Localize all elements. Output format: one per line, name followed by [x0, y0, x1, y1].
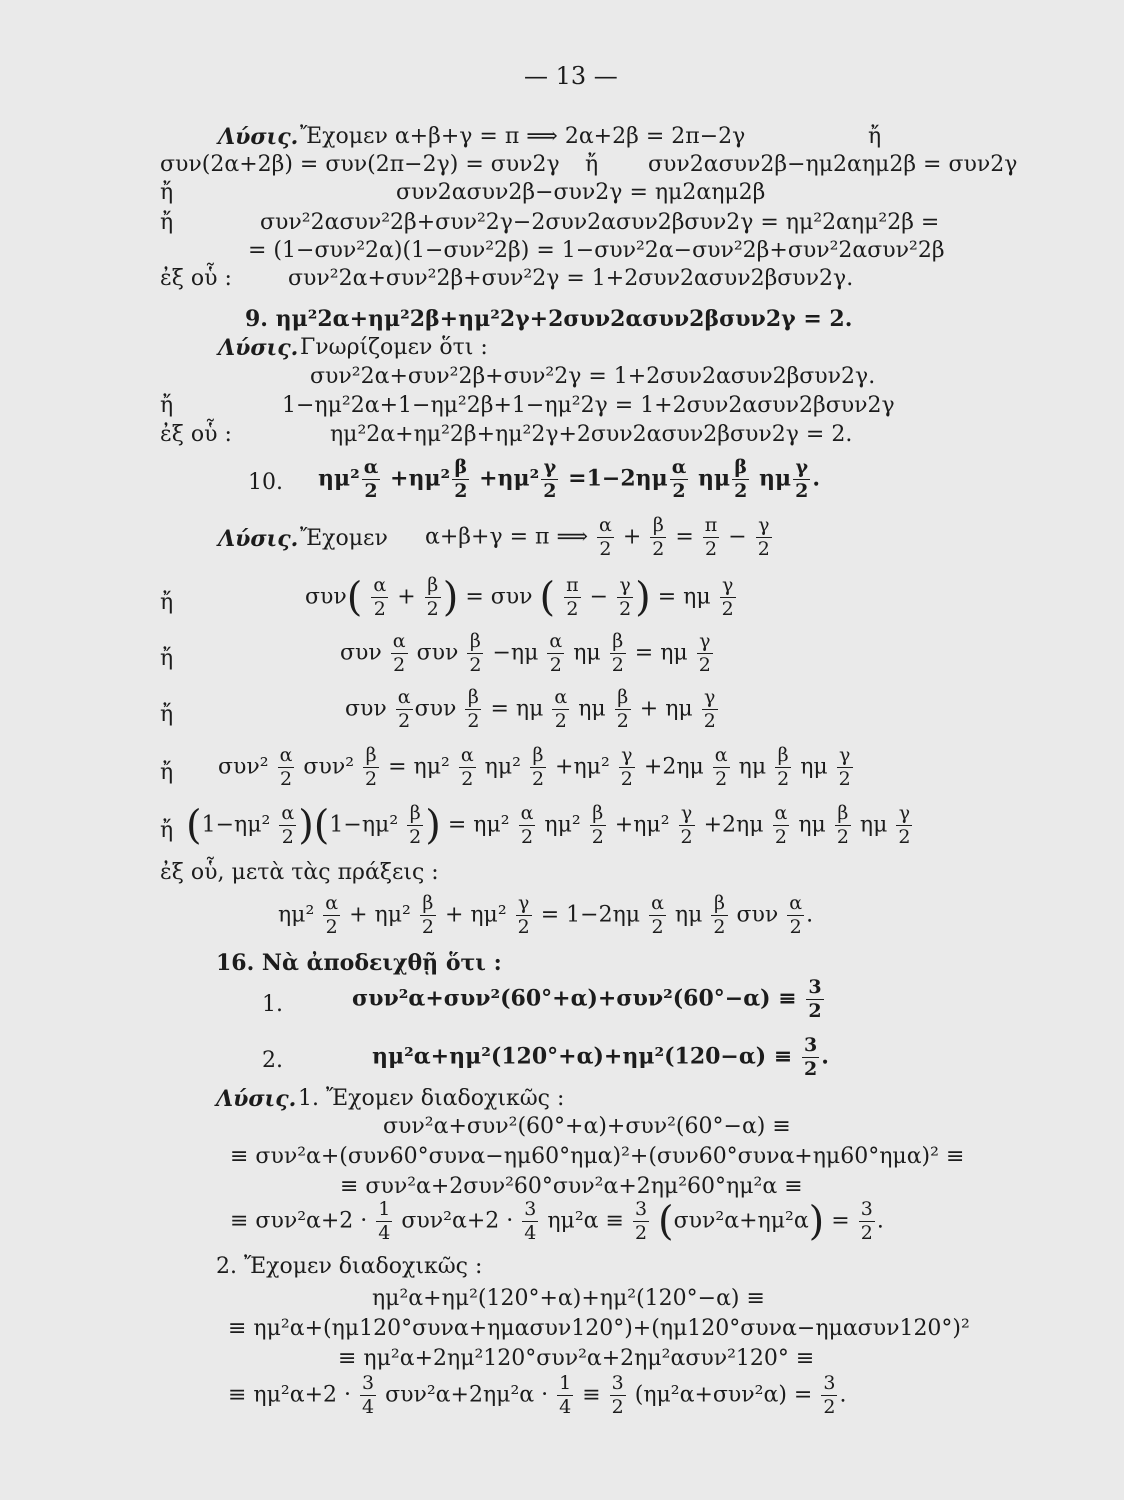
equation-line: ημ²α+ημ²(120°+α)+ημ²(120°−α) ≡ [372, 1286, 765, 1311]
solution-label: Λύσις. [218, 526, 299, 552]
or-label: ἤ [160, 210, 174, 235]
fraction: $\frac{\alpha}{2}$ [279, 744, 293, 790]
fraction: $\frac{3}{2}$ [823, 1372, 836, 1418]
fraction: $\frac{\beta}{2}$ [611, 630, 624, 676]
or-label: ἤ [160, 818, 174, 843]
fraction: $\frac{\alpha}{2}$ [774, 802, 788, 848]
solution-label: Λύσις. [218, 335, 299, 361]
from-which-label: ἐξ οὗ : [160, 266, 232, 291]
fraction: $\frac{\beta}{2}$ [454, 456, 468, 502]
fraction: $\frac{\pi}{2}$ [566, 574, 579, 620]
text: +ημ² [548, 754, 610, 780]
text: . [812, 465, 821, 492]
text: συν [409, 640, 459, 666]
fraction: $\frac{\beta}{2}$ [426, 574, 439, 620]
equation-line: συν²α+συν²(60°+α)+συν²(60°−α) ≡ [383, 1114, 791, 1139]
fraction: $\frac{3}{4}$ [524, 1198, 537, 1244]
fraction: $\frac{\beta}{2}$ [713, 892, 726, 938]
text: συν²α+2ημ²α · [385, 1382, 549, 1408]
fraction: $\frac{\alpha}{2}$ [554, 686, 568, 732]
fraction: $\frac{\alpha}{2}$ [392, 630, 406, 676]
fraction: $\frac{\gamma}{2}$ [698, 630, 711, 676]
text: . [839, 1382, 847, 1408]
text: συν [340, 640, 382, 666]
fraction: $\frac{\gamma}{2}$ [680, 802, 693, 848]
equation-line: ημ² $\frac{\alpha}{2}$ + ημ² $\frac{\beta}{2}$ + ημ² $\frac{\gamma}{2}$ = 1−2ημ $\frac{\alpha}{2}$ ημ $\frac{\beta}{2}$ συν $\frac{\alpha}{2}$ . [278, 892, 814, 938]
text: . [806, 902, 814, 928]
or-label: ἤ [160, 180, 174, 205]
equation-line [372, 1036, 829, 1079]
fraction: $\frac{1}{4}$ [378, 1198, 391, 1244]
fraction: $\frac{\gamma}{2}$ [703, 686, 716, 732]
equation-line: (1−ημ² $\frac{\alpha}{2}$ )(1−ημ² $\frac{\beta}{2}$ ) = ημ² $\frac{\alpha}{2}$ ημ² $\frac{\beta}{2}$ +ημ² $\frac{\gamma}{2}$ +2ημ $\frac{\alpha}{2}$ ημ $\frac{\beta}{2}$ ημ $\frac{\gamma}{2}$ [186, 802, 911, 849]
text: ημ [566, 640, 601, 666]
fraction: $\frac{\gamma}{2}$ [517, 892, 530, 938]
fraction: $\frac{\beta}{2}$ [365, 744, 378, 790]
equation-line: α+β+γ = π ⟹ $\frac{\alpha}{2}$ + $\frac{\beta}{2}$ = $\frac{\pi}{2}$ − $\frac{\gamma}{2}$ [425, 514, 770, 560]
fraction: $\frac{\alpha}{2}$ [520, 802, 534, 848]
fraction: $\frac{\alpha}{2}$ [599, 514, 612, 560]
fraction: $\frac{\alpha}{2}$ [460, 744, 474, 790]
equation-line [352, 978, 826, 1021]
fraction: $\frac{\alpha}{2}$ [397, 686, 411, 732]
equation-line: ημ²2α+ημ²2β+ημ²2γ+2συν2ασυν2βσυν2γ = 2. [330, 422, 853, 447]
fraction: $\frac{\alpha}{2}$ [789, 892, 803, 938]
equation-line: 1. Ἔχομεν διαδοχικῶς : [298, 1086, 565, 1111]
fraction: $\frac{\beta}{2}$ [469, 630, 482, 676]
text: +2ημ [636, 754, 704, 780]
fraction: $\frac{3}{2}$ [803, 1034, 818, 1080]
equation-line: συν²2α+συν²2β+συν²2γ = 1+2συν2ασυν2βσυν2γ. [310, 364, 876, 389]
fraction: $\frac{\gamma}{2}$ [620, 744, 633, 790]
equation-line: συν2ασυν2β−συν2γ = ημ2αημ2β [396, 180, 766, 205]
equation-line: ≡ συν²α+2συν²60°συν²α+2ημ²60°ημ²α ≡ [340, 1174, 803, 1199]
fraction: $\frac{3}{4}$ [362, 1372, 375, 1418]
text: (ημ²α+συν²α) = [634, 1382, 813, 1408]
or-label: ἤ [160, 590, 174, 615]
equation-line: συν2ασυν2β−ημ2αημ2β = συν2γ [648, 152, 1018, 177]
text: ημ² [477, 754, 521, 780]
from-which-label: ἐξ οὗ : [160, 422, 232, 447]
fraction: $\frac{\beta}{2}$ [531, 744, 545, 790]
text: ημ [690, 465, 731, 492]
equation-line [228, 1374, 846, 1417]
fraction: $\frac{3}{2}$ [808, 976, 822, 1022]
or-label: ἤ [585, 152, 599, 177]
text: ≡ [582, 1382, 601, 1408]
fraction: $\frac{\gamma}{2}$ [757, 514, 770, 560]
equation-line: Ἔχομεν α+β+γ = π ⟹ 2α+2β = 2π−2γ [300, 124, 746, 149]
text: = ημ [627, 640, 688, 666]
text: . [876, 1208, 884, 1234]
text: = ημ² [381, 754, 450, 780]
solution-label: Λύσις. [218, 124, 299, 150]
equation-line: συν²2α+συν²2β+συν²2γ = 1+2συν2ασυν2βσυν2γ. [288, 266, 854, 291]
equation-line: συν² $\frac{\alpha}{2}$ συν² $\frac{\beta}{2}$ = ημ² $\frac{\alpha}{2}$ ημ² $\frac{\beta}{2}$ +ημ² $\frac{\gamma}{2}$ +2ημ $\frac{\alpha}{2}$ ημ $\frac{\beta}{2}$ ημ $\frac{\gamma}{2}$ [218, 744, 851, 790]
fraction: $\frac{1}{4}$ [559, 1372, 572, 1418]
equation-line: ≡ συν²α+2 · $\frac{1}{4}$ συν²α+2 · $\frac{3}{4}$ ημ²α ≡ $\frac{3}{2}$ (συν²α+ημ²α) = $\frac{3}{2}$ . [230, 1198, 884, 1245]
text: +ημ² [471, 465, 540, 492]
equation-line: = (1−συν²2α)(1−συν²2β) = 1−συν²2α−συν²2β+συν²2ασυν²2β [248, 238, 945, 263]
fraction: $\frac{\beta}{2}$ [409, 802, 422, 848]
text: Ἔχομεν [300, 526, 388, 551]
equation-line: συν( $\frac{\alpha}{2}$ + $\frac{\beta}{2}$ ) = συν ( $\frac{\pi}{2}$ − $\frac{\gamma}{2}$ ) = ημ $\frac{\gamma}{2}$ [305, 574, 734, 621]
fraction: $\frac{\alpha}{2}$ [671, 456, 687, 502]
text: ημ² [318, 465, 360, 492]
exercise-title: 9. ημ²2α+ημ²2β+ημ²2γ+2συν2ασυν2βσυν2γ = 2. [245, 306, 853, 332]
equation-line: ≡ συν²α+(συν60°συνα−ημ60°ημα)²+(συν60°συνα+ημ60°ημα)² ≡ [230, 1144, 965, 1169]
equation-line: Γνωρίζομεν ὅτι : [300, 335, 488, 360]
fraction: $\frac{\beta}{2}$ [777, 744, 790, 790]
text: =1−2ημ [560, 465, 668, 492]
text: 1−ημ² [201, 812, 271, 838]
equation-line: ≡ ημ²α+(ημ120°συνα+ημασυν120°)+(ημ120°συνα−ημασυν120°)² [228, 1316, 970, 1341]
equation-line: συν(2α+2β) = συν(2π−2γ) = συν2γ [160, 152, 560, 177]
text: ≡ ημ²α+2 · [228, 1382, 351, 1408]
fraction: $\frac{\alpha}{2}$ [651, 892, 664, 938]
text: −ημ [485, 640, 539, 666]
text: συν²α+ημ²α [673, 1208, 809, 1234]
fraction: $\frac{\alpha}{2}$ [325, 892, 339, 938]
exercise-number: 10. [248, 470, 283, 495]
fraction: $\frac{\alpha}{2}$ [281, 802, 295, 848]
fraction: $\frac{\gamma}{2}$ [619, 574, 632, 620]
text: ≡ συν²α+2 · [230, 1208, 368, 1234]
text: ἐξ οὗ, μετὰ τὰς πράξεις : [160, 860, 439, 885]
text: = 1−2ημ [533, 902, 641, 928]
fraction: $\frac{\beta}{2}$ [734, 456, 748, 502]
fraction: $\frac{\gamma}{2}$ [543, 456, 557, 502]
or-label: ἤ [160, 702, 174, 727]
equation-line: ≡ ημ²α+2ημ²120°συν²α+2ημ²ασυν²120° ≡ [338, 1346, 815, 1371]
text: συν²α+2 · [401, 1208, 514, 1234]
text: . [821, 1043, 829, 1070]
text: +ημ² [382, 465, 451, 492]
exercise-number: 1. [262, 992, 283, 1017]
fraction: $\frac{3}{2}$ [860, 1198, 873, 1244]
fraction: $\frac{3}{2}$ [634, 1198, 648, 1244]
solution-label: Λύσις. [216, 1086, 297, 1112]
text: ημ²α ≡ [547, 1208, 624, 1234]
fraction: $\frac{\beta}{2}$ [616, 686, 629, 732]
exercise-title: 16. Νὰ ἀποδειχθῇ ὅτι : [216, 950, 502, 976]
or-label: ἤ [160, 393, 174, 418]
text: συν [305, 584, 347, 610]
fraction: $\frac{\pi}{2}$ [704, 514, 718, 560]
fraction: $\frac{\gamma}{2}$ [838, 744, 851, 790]
text: ημ [751, 465, 792, 492]
text: συν²α+συν²(60°+α)+συν²(60°−α) ≡ [352, 985, 797, 1012]
text: συν² [218, 754, 269, 780]
text: ημ²α+ημ²(120°+α)+ημ²(120−α) ≡ [372, 1043, 793, 1070]
equation-line: συν $\frac{\alpha}{2}$ συν $\frac{\beta}{2}$ = ημ $\frac{\alpha}{2}$ ημ $\frac{\beta}{2}$ + ημ $\frac{\gamma}{2}$ [345, 686, 716, 732]
fraction: $\frac{\beta}{2}$ [421, 892, 434, 938]
exercise-title [318, 458, 820, 501]
fraction: $\frac{\alpha}{2}$ [549, 630, 563, 676]
text: 1−ημ² [329, 812, 399, 838]
fraction: $\frac{\beta}{2}$ [652, 514, 665, 560]
fraction: $\frac{\gamma}{2}$ [721, 574, 734, 620]
text: συν [729, 902, 779, 928]
fraction: $\frac{\beta}{2}$ [591, 802, 604, 848]
text: α+β+γ = π ⟹ [425, 524, 589, 550]
equation-line: 2. Ἔχομεν διαδοχικῶς : [216, 1254, 483, 1279]
fraction: $\frac{\alpha}{2}$ [714, 744, 728, 790]
page-number: — 13 — [524, 62, 618, 90]
fraction: $\frac{\beta}{2}$ [836, 802, 849, 848]
fraction: $\frac{\beta}{2}$ [467, 686, 480, 732]
text: = ημ² [440, 812, 510, 838]
or-label: ἤ [160, 760, 174, 785]
fraction: $\frac{\gamma}{2}$ [898, 802, 911, 848]
text: = [831, 1208, 850, 1234]
fraction: $\frac{\gamma}{2}$ [795, 456, 809, 502]
equation-line: 1−ημ²2α+1−ημ²2β+1−ημ²2γ = 1+2συν2ασυν2βσυν2γ [282, 393, 895, 418]
or-label: ἤ [160, 646, 174, 671]
text: συν² [296, 754, 355, 780]
fraction: $\frac{\alpha}{2}$ [373, 574, 387, 620]
or-label: ἤ [868, 124, 882, 149]
equation-line: συν²2ασυν²2β+συν²2γ−2συν2ασυν2βσυν2γ = ημ²2αημ²2β = [260, 210, 940, 235]
fraction: $\frac{\alpha}{2}$ [363, 456, 379, 502]
exercise-number: 2. [262, 1048, 283, 1073]
equation-line [340, 632, 715, 675]
fraction: $\frac{3}{2}$ [611, 1372, 624, 1418]
